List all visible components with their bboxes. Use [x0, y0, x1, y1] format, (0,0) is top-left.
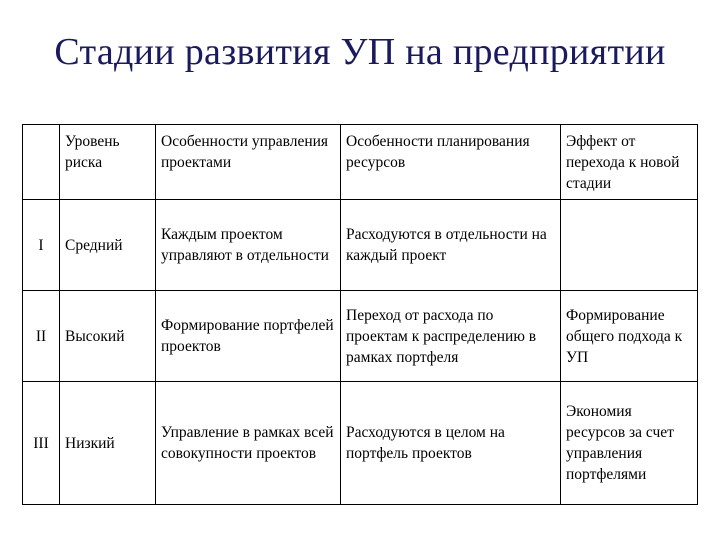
row-cell-num: III — [23, 382, 60, 505]
slide-title: Стадии развития УП на предприятии — [54, 31, 666, 73]
row-cell-resources: Расходуются в отдельности на каждый проект — [341, 200, 561, 291]
header-cell-num — [23, 125, 60, 200]
table-row — [23, 291, 698, 382]
table-row — [23, 200, 698, 291]
header-cell-management: Особенности управления проектами — [156, 125, 341, 200]
row-cell-effect: Формирование общего подхода к УП — [561, 291, 698, 382]
row-cell-risk: Средний — [60, 200, 156, 291]
stages-table — [22, 124, 698, 505]
row-cell-effect: Экономия ресурсов за счет управления портфелями — [561, 382, 698, 505]
header-cell-risk: Уровень риска — [60, 125, 156, 200]
row-cell-effect — [561, 200, 698, 291]
row-cell-risk: Высокий — [60, 291, 156, 382]
row-cell-num: I — [23, 200, 60, 291]
table-row — [23, 382, 698, 505]
table-header-row — [23, 125, 698, 200]
row-cell-management: Управление в рамках всей совокупности проектов — [156, 382, 341, 505]
header-cell-effect: Эффект от перехода к новой стадии — [561, 125, 698, 200]
row-cell-resources: Расходуются в целом на портфель проектов — [341, 382, 561, 505]
row-cell-risk: Низкий — [60, 382, 156, 505]
row-cell-management: Формирование портфелей проектов — [156, 291, 341, 382]
row-cell-management: Каждым проектом управляют в отдельности — [156, 200, 341, 291]
header-cell-resources: Особенности планирования ресурсов — [341, 125, 561, 200]
row-cell-resources: Переход от расхода по проектам к распределению в рамках портфеля — [341, 291, 561, 382]
row-cell-num: II — [23, 291, 60, 382]
